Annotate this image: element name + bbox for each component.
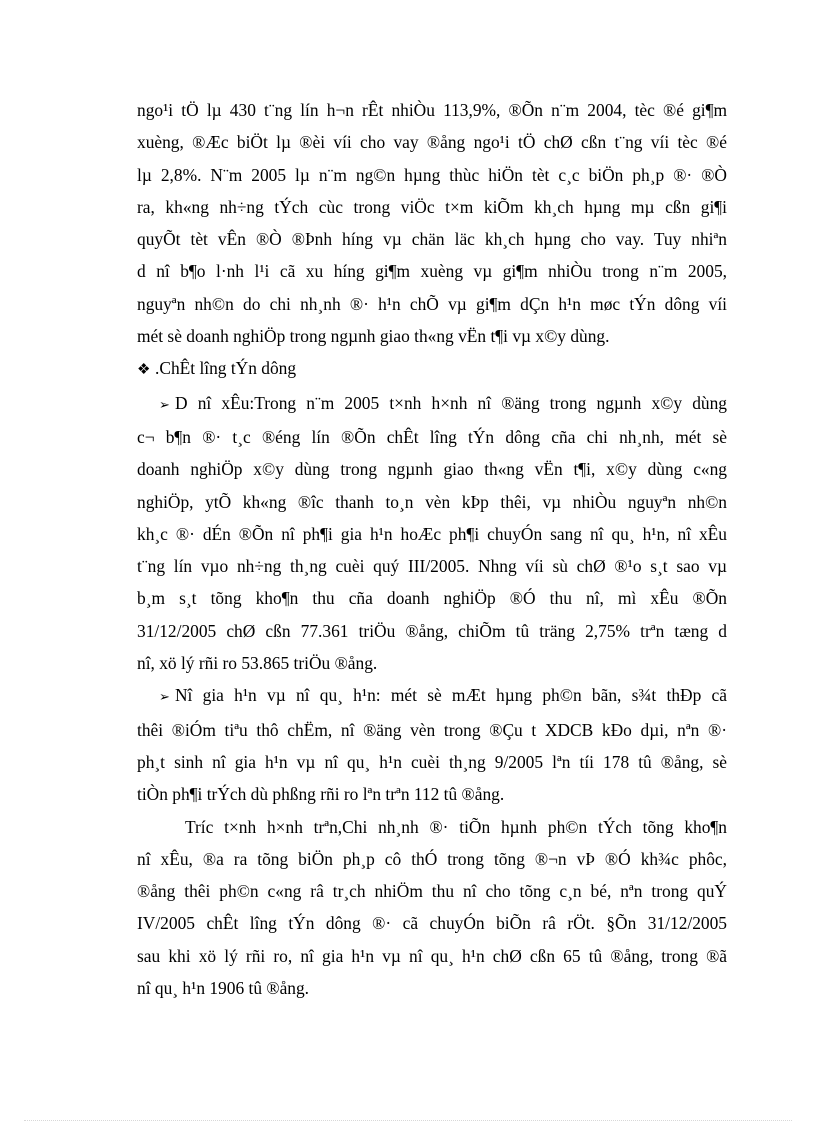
text-line: nguyªn nh©n do chi nh¸nh ®· h¹n chÕ vµ gi¶m dÇn h¹n møc tÝn dông víi	[137, 293, 727, 314]
text-line: sau khi xö lý rñi ro, nî gia h¹n vµ nî qu¸ h¹n chØ cßn 65 tû ®ång, trong ®ã	[137, 945, 727, 966]
text-line: c¬ b¶n ®· t¸c ®éng lín ®Õn chÊt lîng tÝn dông cña chi nh¸nh, mét sè	[137, 426, 727, 447]
text-line: Tríc t×nh h×nh trªn,Chi nh¸nh ®· tiÕn hµnh ph©n tÝch tõng kho¶n	[185, 816, 727, 837]
text-line: thêi ®iÓm tiªu thô chËm, nî ®äng vèn trong ®Çu t XDCB kÐo dµi, nªn ®·	[137, 719, 727, 740]
text-line: ra, kh«ng nh÷ng tÝch cùc trong viÖc t×m kiÕm kh¸ch hµng mµ cßn gi¶i	[137, 196, 727, 217]
text-line: nî qu¸ h¹n 1906 tû ®ång.	[137, 978, 310, 999]
text-line: lµ 2,8%. N¨m 2005 lµ n¨m ng©n hµng thùc hiÖn tèt c¸c biÖn ph¸p ®· ®Ò	[137, 164, 727, 185]
text-line: nî, xö lý rñi ro 53.865 triÖu ®ång.	[137, 653, 378, 674]
text-line: nghiÖp, ytÕ kh«ng ®îc thanh to¸n vèn kÞp thêi, vµ nhiÒu nguyªn nh©n	[137, 491, 727, 512]
text-line: tiÒn ph¶i trÝch dù phßng rñi ro lªn trªn 112 tû ®ång.	[137, 784, 505, 805]
text-line: kh¸c ®· dÉn ®Õn nî ph¶i gia h¹n hoÆc ph¶i chuyÓn sang nî qu¸ h¹n, nî xÊu	[137, 523, 727, 544]
text-line: d nî b¶o l·nh l¹i cã xu híng gi¶m xuèng vµ gi¶m nhiÒu trong n¨m 2005,	[137, 261, 727, 282]
text-line: t¨ng lín vµo nh÷ng th¸ng cuèi quý III/2005. Nhng víi sù chØ ®¹o s¸t sao vµ	[137, 556, 727, 577]
text-line: IV/2005 chÊt lîng tÝn dông ®· cã chuyÓn biÕn râ rÖt. §Õn 31/12/2005	[137, 913, 727, 934]
paragraph-loan-growth	[137, 94, 727, 352]
text-line: ngo¹i tÖ lµ 430 t¨ng lín h¬n rÊt nhiÒu 113,9%, ®Õn n¨m 2004, tèc ®é gi¶m	[137, 100, 727, 120]
arrowhead-bullet-icon: ➢	[159, 396, 170, 412]
text-line: quyÕt tèt vÊn ®Ò ®Þnh híng vµ chän läc kh¸ch hµng cho vay. Tuy nhiªn	[137, 229, 727, 250]
paragraph-overdue-debt	[137, 679, 727, 810]
document-body	[137, 94, 727, 1004]
text-line: 31/12/2005 chØ cßn 77.361 triÖu ®ång, chiÕm tû träng 2,75% trªn tæng d	[137, 620, 727, 641]
text-line: mét sè doanh nghiÖp trong ngµnh giao th«ng vËn t¶i vµ x©y dùng.	[137, 326, 610, 347]
text-line: ®ång thêi ph©n c«ng râ tr¸ch nhiÖm thu nî cho tõng c¸n bé, nªn trong quÝ	[137, 881, 727, 902]
text-line: ➢ Nî gia h¹n vµ nî qu¸ h¹n: mét sè mÆt hµng ph©n bãn, s¾t thÐp cã	[137, 679, 727, 713]
text-line: nî xÊu, ®a ra tõng biÖn ph¸p cô thÓ trong tõng ®¬n vÞ ®Ó kh¾c phôc,	[137, 848, 727, 869]
paragraph-bad-debt	[137, 387, 727, 680]
text-line: ➢ D nî xÊu:Trong n¨m 2005 t×nh h×nh nî ®äng trong ngµnh x©y dùng	[137, 387, 727, 421]
paragraph-remedial-actions	[137, 811, 727, 1005]
text-line: ph¸t sinh nî gia h¹n vµ nî qu¸ h¹n cuèi th¸ng 9/2005 lªn tíi 178 tû ®ång, sè	[137, 751, 727, 772]
text-line: b¸m s¸t tõng kho¶n thu cña doanh nghiÖp ®Ó thu nî, mì xÊu ®Õn	[137, 588, 727, 609]
four-diamond-bullet-icon: ❖	[137, 362, 151, 379]
page-bottom-divider	[24, 1120, 792, 1121]
text-line: xuèng, ®Æc biÖt lµ ®èi víi cho vay ®ång ngo¹i tÖ chØ cßn t¨ng víi tèc ®é	[137, 132, 727, 153]
text-line: doanh nghiÖp x©y dùng trong ngµnh giao th«ng vËn t¶i, x©y dùng c«ng	[137, 459, 727, 480]
section-heading-text: .ChÊt lîng tÝn dông	[155, 358, 297, 379]
arrowhead-bullet-icon: ➢	[159, 689, 170, 705]
section-heading	[137, 352, 727, 386]
